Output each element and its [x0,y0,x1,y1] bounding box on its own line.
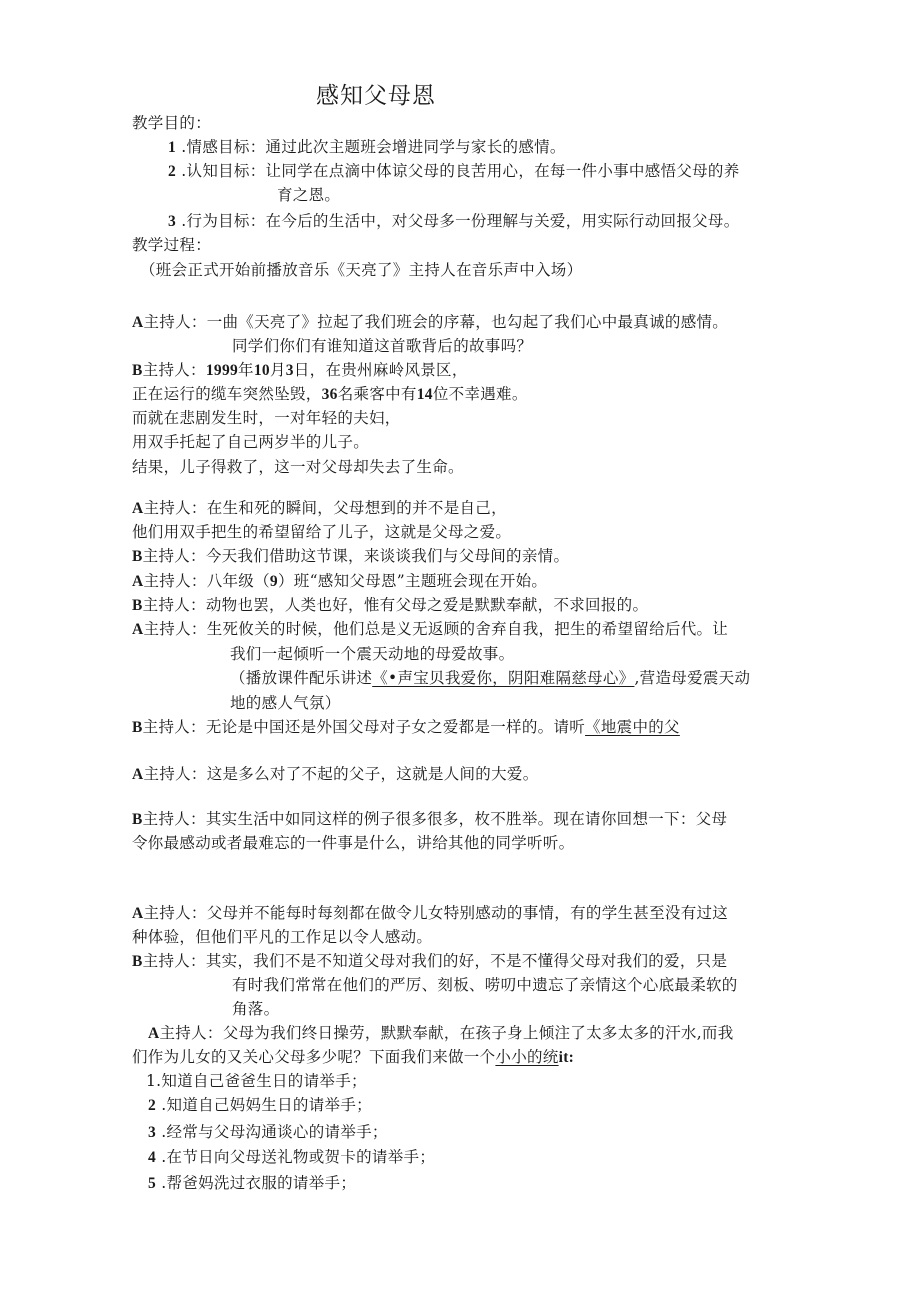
host-label: 主持人： [143,572,207,590]
host-label: 主持人： [143,499,207,517]
goal-number: 1 [168,139,177,156]
story-line [132,383,528,406]
host-label: 主持人： [143,904,207,922]
item-text: .在节日向父母送礼物或贺卡的请举手； [161,1148,436,1166]
host-b-line [132,594,648,617]
goal-text: .认知目标：让同学在点滴中体谅父母的良苦用心，在每一件小事中感悟父母的养 [181,162,740,180]
goal-2 [168,160,740,183]
month-number: 10 [253,362,270,379]
text-fragment: it: [558,1049,575,1066]
speech-text: 父母为我们终日操劳，默默奉献，在孩子身上倾注了太多太多的汗水,而我 [222,1024,734,1042]
item-number: 2 [148,1097,157,1114]
speech-continued: 角落。 [232,1000,280,1018]
host-label: 主持人： [143,765,207,783]
speech-continued: 我们一起倾听一个震天动地的母爱故事。 [230,645,515,663]
stage-direction-continued: 地的感人气氛） [230,694,341,712]
text-fragment: 八年级（ [206,572,270,590]
text-fragment: 年 [238,361,254,379]
host-label: 主持人： [143,620,207,638]
speech-text: 父母并不能每时每刻都在做令儿女特别感动的事情，有的学生甚至没有过这 [206,904,729,922]
host-label: 主持人： [159,1024,223,1042]
document-title: 感知父母恩 [316,83,436,109]
speech-continued [132,1046,574,1069]
speech-continued: 种体验，但他们平凡的工作足以令人感动。 [132,928,433,946]
speech-text: 今天我们借助这节课，来谈谈我们与父母间的亲情。 [205,547,570,565]
item-text: .经常与父母沟通谈心的请举手； [161,1123,388,1141]
item-number: 5 [148,1175,157,1192]
speech-text: 一曲《天亮了》拉起了我们班会的序幕，也勾起了我们心中最真诚的感情。 [206,313,729,331]
host-a-line [132,497,507,520]
text-fragment: ）班“感知父母恩”主题班会现在开始。 [277,572,548,590]
host-b-line [132,716,680,739]
class-number: 9 [269,573,278,590]
text-fragment: ,营造母爱震天动 [634,669,751,687]
goal-2-continued: 育之恩。 [277,186,341,204]
speech-text: 这是多么对了不起的父子，这就是人间的大爱。 [206,765,539,783]
text-fragment: 无论是中国还是外国父母对子女之爱都是一样的。请听 [205,718,586,736]
host-letter: A [132,500,144,517]
host-label: 主持人： [142,596,206,614]
host-letter: A [132,573,144,590]
story-link[interactable]: 《地震中的父 [585,718,680,736]
text-fragment: 名乘客中有 [337,385,417,403]
host-letter: B [132,597,143,614]
goal-text: .情感目标：通过此次主题班会增进同学与家长的感情。 [181,138,566,156]
survey-item-1 [146,1070,367,1092]
courseware-link[interactable]: 《•声宝贝我爱你，阴阳难隔慈母心》 [372,669,635,687]
host-letter: B [132,719,143,736]
host-b-line [132,545,569,568]
item-text: .知道自己妈妈生日的请举手； [161,1096,372,1114]
host-letter: A [148,1025,160,1042]
text-fragment: （播放课件配乐讲述 [230,669,373,687]
passenger-count: 36 [321,386,338,403]
speech-text: 其实生活中如同这样的例子很多很多，枚不胜举。现在请你回想一下：父母 [205,810,728,828]
survey-item-2 [148,1094,372,1117]
host-letter: B [132,953,143,970]
text-fragment: 月 [269,361,286,379]
speech-text: 在生和死的瞬间，父母想到的并不是自己， [206,499,507,517]
survey-item-4 [148,1146,435,1169]
day-number: 3 [285,362,294,379]
goal-text: .行为目标：在今后的生活中，对父母多一份理解与关爱，用实际行动回报父母。 [181,212,740,230]
item-number: 4 [148,1149,157,1166]
survey-link[interactable]: 小小的统 [495,1048,559,1066]
text-fragment: 日，在贵州麻岭风景区， [293,361,468,379]
story-line: 而就在悲剧发生时，一对年轻的夫妇， [132,409,401,427]
host-label: 主持人： [142,718,206,736]
speech-continued: 有时我们常常在他们的严厉、刻板、唠叨中遗忘了亲情这个心底最柔软的 [232,976,738,994]
host-a-line [132,311,728,334]
host-label: 主持人： [142,952,206,970]
host-a-line [148,1022,734,1045]
host-label: 主持人： [142,361,206,379]
item-number: 1. [146,1072,162,1090]
text-fragment: 正在运行的缆车突然坠毁， [132,385,322,403]
goal-number: 2 [168,163,177,180]
speech-text: 生死攸关的时候，他们总是义无返顾的舍弃自我，把生的希望留给后代。让 [206,620,729,638]
text-fragment: 们作为儿女的又关心父母多少呢？下面我们来做一个 [132,1048,496,1066]
host-label: 主持人： [142,547,206,565]
victim-count: 14 [416,386,433,403]
host-letter: A [132,905,144,922]
speech-continued: 同学们你们有谁知道这首歌背后的故事吗？ [232,337,533,355]
intro-note: （班会正式开始前播放音乐《天亮了》主持人在音乐声中入场） [140,261,583,279]
host-letter: A [132,766,144,783]
host-b-line [132,359,468,382]
host-letter: A [132,314,144,331]
host-label: 主持人： [142,810,206,828]
speech-text: 其实，我们不是不知道父母对我们的好，不是不懂得父母对我们的爱，只是 [205,952,728,970]
host-letter: B [132,811,143,828]
text-fragment: 位不幸遇难。 [432,385,528,403]
host-letter: B [132,548,143,565]
host-a-line [132,570,547,593]
survey-item-5 [148,1172,356,1195]
stage-direction [230,667,750,689]
story-line: 结果，儿子得救了，这一对父母却失去了生命。 [132,458,464,476]
speech-text: 动物也罢，人类也好，惟有父母之爱是默默奉献，不求回报的。 [205,596,649,614]
item-text: 知道自己爸爸生日的请举手； [161,1072,367,1090]
host-a-line [132,618,728,641]
speech-continued: 他们用双手把生的希望留给了儿子，这就是父母之爱。 [132,523,512,541]
host-b-line [132,950,727,973]
survey-item-3 [148,1121,388,1144]
goal-1 [168,136,566,159]
year-number: 1999 [205,362,239,379]
host-a-line [132,763,539,786]
host-label: 主持人： [143,313,207,331]
purpose-heading: 教学目的： [132,114,212,132]
process-heading: 教学过程： [132,236,212,254]
goal-number: 3 [168,213,177,230]
speech-continued: 令你最感动或者最难忘的一件事是什么，讲给其他的同学听听。 [132,834,575,852]
goal-3 [168,210,740,233]
host-a-line [132,902,728,925]
host-letter: B [132,362,143,379]
item-text: .帮爸妈洗过衣服的请举手； [161,1174,357,1192]
host-b-line [132,808,727,831]
story-line: 用双手托起了自己两岁半的儿子。 [132,433,370,451]
item-number: 3 [148,1124,157,1141]
host-letter: A [132,621,144,638]
